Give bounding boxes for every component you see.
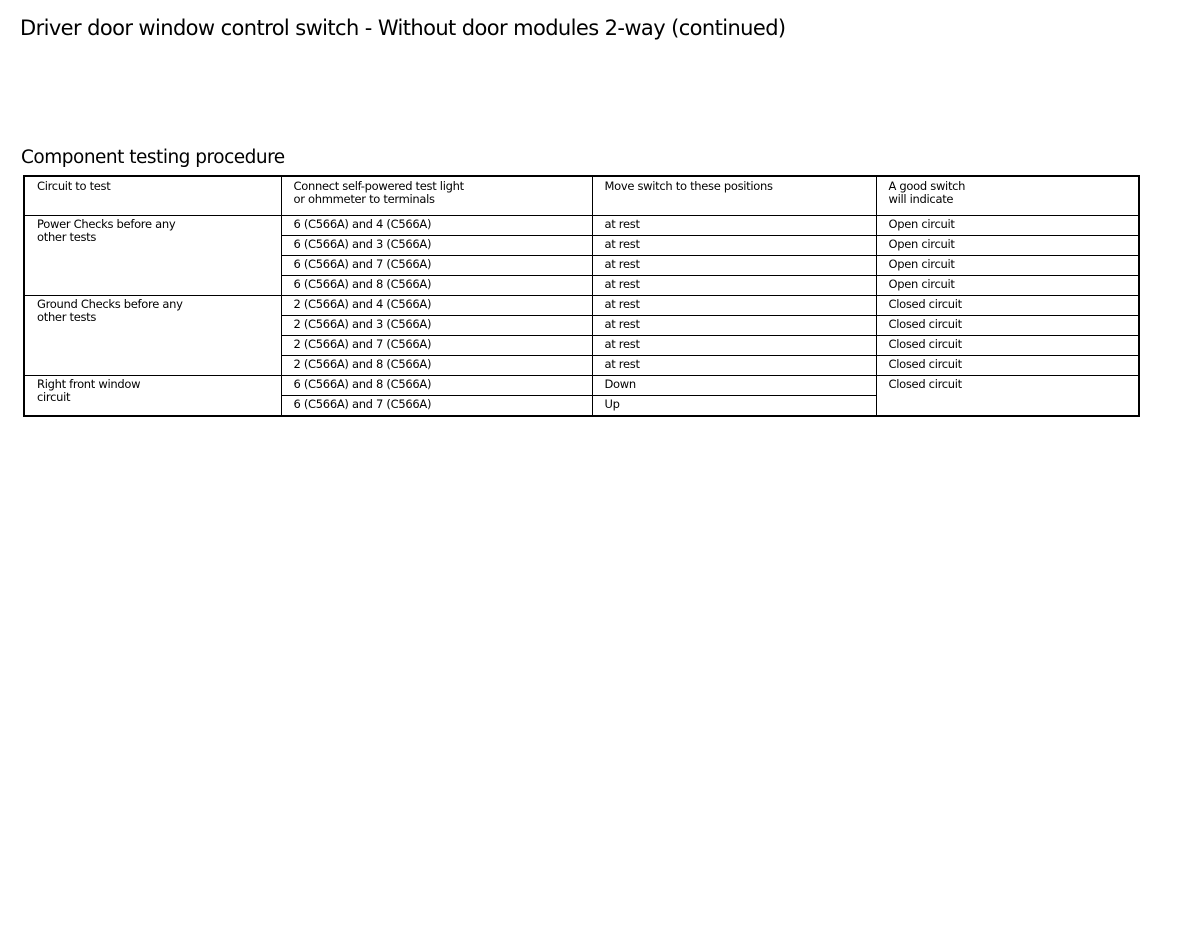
header-connect-terminals: Connect self-powered test light or ohmmeter to terminals	[281, 176, 592, 216]
terminals-cell: 2 (C566A) and 8 (C566A)	[281, 356, 592, 376]
terminals-cell: 6 (C566A) and 3 (C566A)	[281, 236, 592, 256]
circuit-cell: Ground Checks before any other tests	[24, 296, 281, 376]
table-header-row	[24, 176, 1139, 216]
terminals-cell: 6 (C566A) and 7 (C566A)	[281, 396, 592, 417]
result-cell: Closed circuit	[876, 356, 1139, 376]
position-cell: at rest	[592, 316, 876, 336]
position-cell: at rest	[592, 296, 876, 316]
header-circuit-to-test: Circuit to test	[24, 176, 281, 216]
header-good-switch-indication: A good switch will indicate	[876, 176, 1139, 216]
terminals-cell: 6 (C566A) and 8 (C566A)	[281, 276, 592, 296]
result-cell: Closed circuit	[876, 296, 1139, 316]
result-cell: Closed circuit	[876, 316, 1139, 336]
terminals-cell: 6 (C566A) and 8 (C566A)	[281, 376, 592, 396]
result-cell: Open circuit	[876, 276, 1139, 296]
page-title: Driver door window control switch - Without door modules 2-way (continued)	[20, 16, 786, 40]
terminals-cell: 6 (C566A) and 4 (C566A)	[281, 216, 592, 236]
result-cell: Open circuit	[876, 256, 1139, 276]
component-testing-table	[23, 175, 1140, 417]
position-cell: at rest	[592, 356, 876, 376]
position-cell: at rest	[592, 236, 876, 256]
result-cell: Closed circuit	[876, 376, 1139, 417]
terminals-cell: 2 (C566A) and 7 (C566A)	[281, 336, 592, 356]
result-cell: Open circuit	[876, 236, 1139, 256]
header-switch-positions: Move switch to these positions	[592, 176, 876, 216]
table-row	[24, 296, 1139, 316]
table-row	[24, 216, 1139, 236]
position-cell: Up	[592, 396, 876, 417]
position-cell: at rest	[592, 256, 876, 276]
position-cell: at rest	[592, 276, 876, 296]
result-cell: Closed circuit	[876, 336, 1139, 356]
terminals-cell: 6 (C566A) and 7 (C566A)	[281, 256, 592, 276]
table-row	[24, 376, 1139, 396]
result-cell: Open circuit	[876, 216, 1139, 236]
terminals-cell: 2 (C566A) and 3 (C566A)	[281, 316, 592, 336]
position-cell: Down	[592, 376, 876, 396]
position-cell: at rest	[592, 336, 876, 356]
position-cell: at rest	[592, 216, 876, 236]
circuit-cell: Right front window circuit	[24, 376, 281, 417]
circuit-cell: Power Checks before any other tests	[24, 216, 281, 296]
terminals-cell: 2 (C566A) and 4 (C566A)	[281, 296, 592, 316]
section-title: Component testing procedure	[21, 147, 285, 168]
